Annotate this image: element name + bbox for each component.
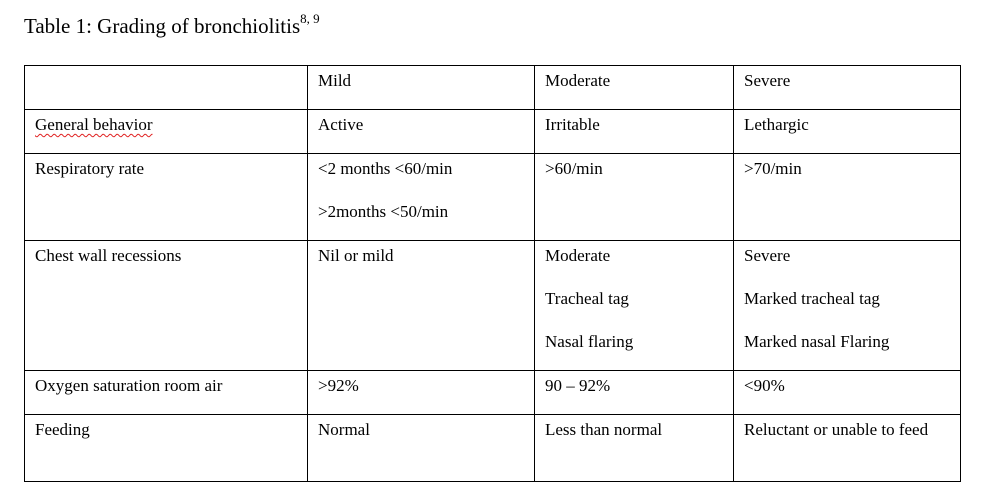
mild-cell [308, 415, 535, 482]
row-label-cell [25, 154, 308, 241]
cell-line: Active [318, 115, 364, 134]
cell-line: <2 months <60/min [318, 159, 453, 178]
cell-line: Marked nasal Flaring [744, 332, 890, 351]
caption-text: Table 1: Grading of bronchiolitis [24, 14, 301, 38]
cell-line: >92% [318, 376, 359, 395]
table-row [25, 154, 961, 241]
row-label-cell [25, 415, 308, 482]
bronchiolitis-grading-table [24, 65, 961, 482]
caption-references: 8, 9 [300, 11, 320, 26]
header-cell-empty [25, 66, 308, 110]
mild-cell [308, 110, 535, 154]
header-cell-severe: Severe [734, 66, 961, 110]
cell-line: <90% [744, 376, 785, 395]
header-row [25, 66, 961, 110]
table-row [25, 110, 961, 154]
moderate-cell [535, 415, 734, 482]
mild-cell [308, 241, 535, 371]
cell-line: Irritable [545, 115, 600, 134]
table-row [25, 371, 961, 415]
cell-line: >70/min [744, 159, 802, 178]
cell-line: Less than normal [545, 420, 663, 439]
cell-line: >60/min [545, 159, 603, 178]
moderate-cell [535, 154, 734, 241]
severe-cell [734, 415, 961, 482]
cell-line: Moderate [545, 246, 611, 265]
row-label-cell [25, 110, 308, 154]
header-cell-moderate: Moderate [535, 66, 734, 110]
mild-cell [308, 371, 535, 415]
table-row [25, 415, 961, 482]
row-label: Feeding [35, 420, 90, 439]
cell-line: Nil or mild [318, 246, 394, 265]
table-caption [24, 12, 320, 40]
row-label: Oxygen saturation room air [35, 376, 223, 395]
row-label-cell [25, 371, 308, 415]
table-row [25, 241, 961, 371]
header-cell-mild: Mild [308, 66, 535, 110]
cell-line: Tracheal tag [545, 289, 629, 308]
cell-line: 90 – 92% [545, 376, 611, 395]
severe-cell [734, 241, 961, 371]
cell-line: Normal [318, 420, 370, 439]
moderate-cell [535, 241, 734, 371]
severe-cell [734, 371, 961, 415]
cell-line: Severe [744, 246, 791, 265]
row-label: General behavior [35, 115, 153, 134]
severe-cell [734, 110, 961, 154]
severe-cell [734, 154, 961, 241]
row-label: Respiratory rate [35, 159, 145, 178]
cell-line: Lethargic [744, 115, 809, 134]
row-label: Chest wall recessions [35, 246, 182, 265]
cell-line: Nasal flaring [545, 332, 634, 351]
cell-line: >2months <50/min [318, 202, 449, 221]
cell-line: Marked tracheal tag [744, 289, 880, 308]
row-label-cell [25, 241, 308, 371]
moderate-cell [535, 371, 734, 415]
moderate-cell [535, 110, 734, 154]
cell-line: Reluctant or unable to feed [744, 420, 929, 439]
mild-cell [308, 154, 535, 241]
